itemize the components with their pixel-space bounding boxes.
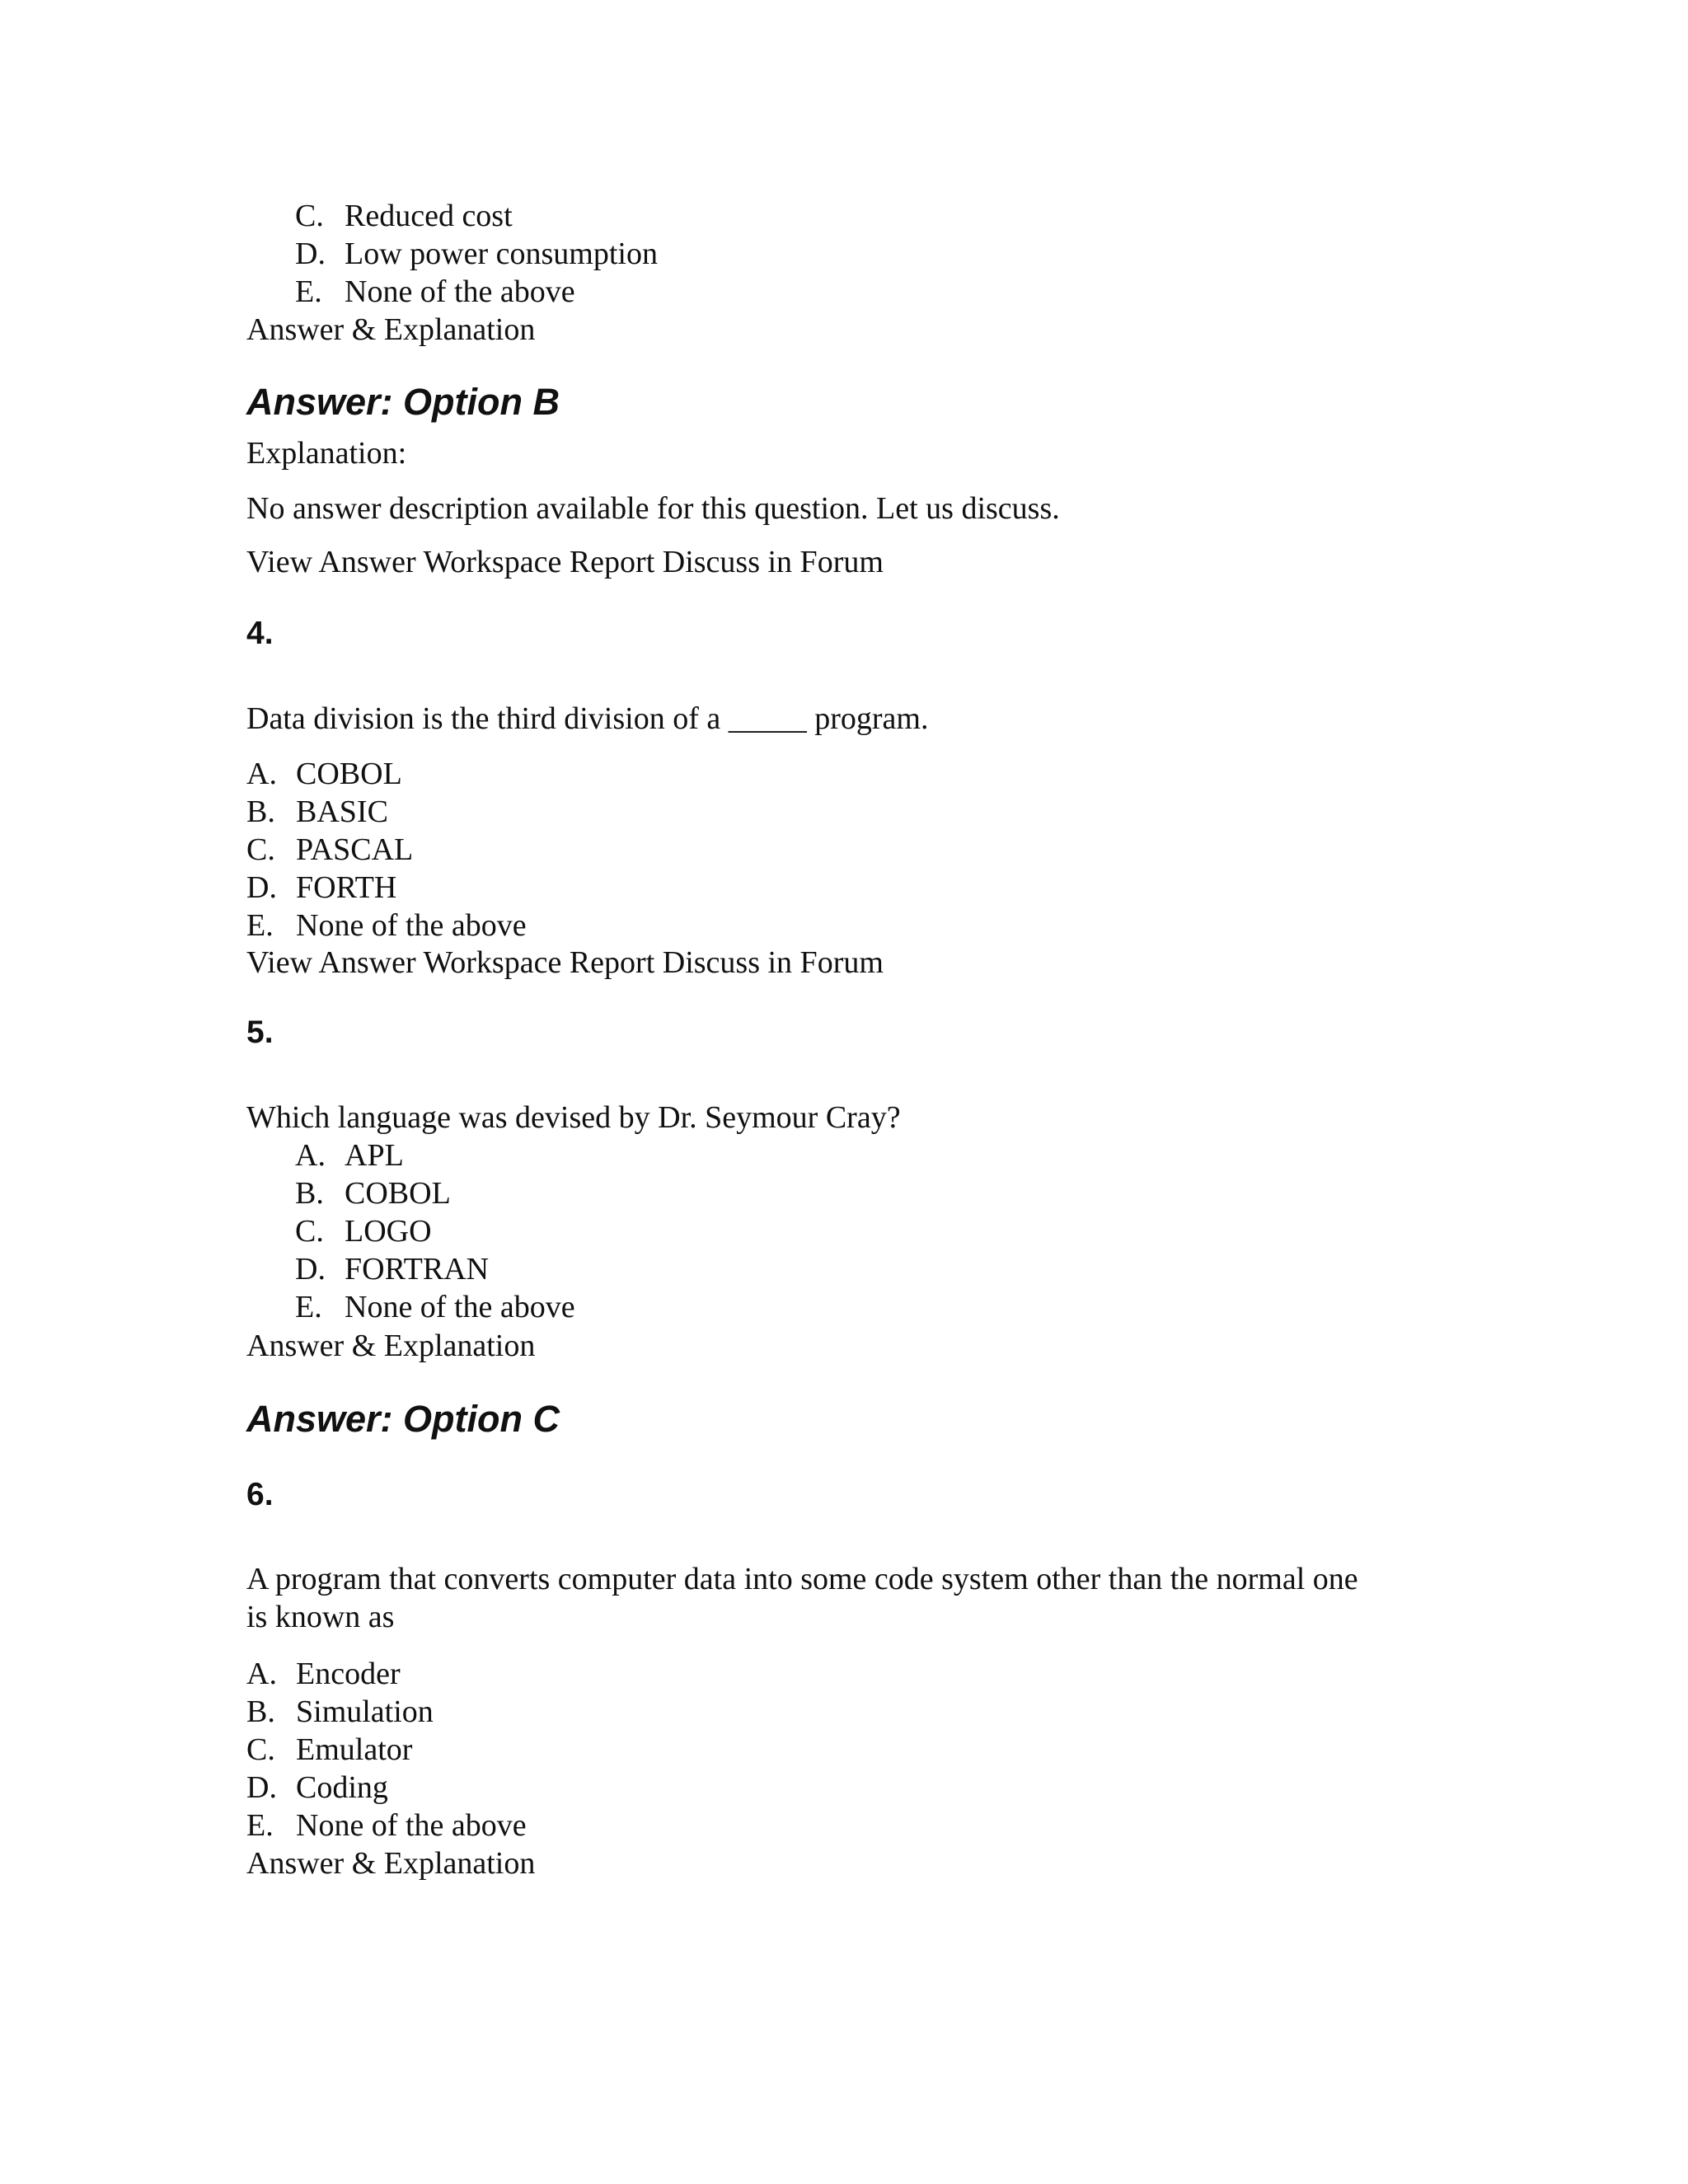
option-b[interactable]	[295, 1174, 575, 1212]
option-letter: E.	[295, 274, 322, 309]
option-letter: C.	[295, 1214, 324, 1249]
option-text: FORTH	[296, 870, 397, 905]
explanation-label: Explanation:	[246, 436, 407, 471]
option-letter: A.	[246, 757, 277, 791]
option-letter: E.	[246, 1808, 274, 1843]
answer-explanation-toggle[interactable]: Answer & Explanation	[246, 312, 536, 347]
option-letter: D.	[246, 1770, 277, 1805]
option-text: Emulator	[296, 1732, 413, 1767]
question-text: Data division is the third division of a _____ program.	[246, 701, 929, 736]
option-text: COBOL	[345, 1176, 451, 1211]
option-c[interactable]	[295, 197, 658, 235]
option-b[interactable]	[246, 1693, 527, 1731]
q6-options	[246, 1655, 527, 1844]
q3-options	[295, 197, 658, 311]
option-e[interactable]	[295, 1288, 575, 1326]
answer-heading: Answer: Option B	[246, 381, 560, 423]
question-number: 5.	[246, 1015, 274, 1050]
question-text: Which language was devised by Dr. Seymour Cray?	[246, 1100, 901, 1135]
option-letter: C.	[246, 1732, 275, 1767]
option-letter: E.	[246, 908, 274, 943]
option-letter: E.	[295, 1290, 322, 1324]
question-number: 6.	[246, 1477, 274, 1512]
option-e[interactable]	[246, 1807, 527, 1844]
option-letter: D.	[246, 870, 277, 905]
option-text: APL	[345, 1138, 404, 1173]
option-letter: A.	[246, 1657, 277, 1691]
option-a[interactable]	[246, 755, 527, 793]
option-text: None of the above	[296, 908, 527, 943]
discuss-link[interactable]: Discuss in Forum	[662, 945, 884, 980]
option-text: BASIC	[296, 794, 388, 829]
option-text: Low power consumption	[345, 237, 658, 271]
question-text	[246, 1560, 1358, 1636]
discuss-link[interactable]: Discuss in Forum	[662, 545, 884, 579]
workspace-link[interactable]: Workspace	[423, 545, 562, 579]
answer-explanation-toggle[interactable]: Answer & Explanation	[246, 1846, 536, 1881]
q4-options	[246, 755, 527, 944]
option-d[interactable]	[295, 235, 658, 273]
option-a[interactable]	[246, 1655, 527, 1693]
option-letter: B.	[295, 1176, 324, 1211]
option-c[interactable]	[295, 1212, 575, 1250]
option-b[interactable]	[246, 793, 527, 831]
option-letter: C.	[246, 832, 275, 867]
option-text: LOGO	[345, 1214, 432, 1249]
option-text: Coding	[296, 1770, 388, 1805]
action-links	[246, 543, 884, 581]
option-text: PASCAL	[296, 832, 414, 867]
option-text: Encoder	[296, 1657, 401, 1691]
option-c[interactable]	[246, 831, 527, 869]
action-links	[246, 944, 884, 982]
report-link[interactable]: Report	[569, 545, 655, 579]
question-number: 4.	[246, 616, 274, 651]
option-letter: C.	[295, 199, 324, 233]
option-letter: D.	[295, 237, 326, 271]
option-d[interactable]	[295, 1250, 575, 1288]
option-letter: B.	[246, 794, 275, 829]
option-text: FORTRAN	[345, 1252, 490, 1286]
option-e[interactable]	[246, 907, 527, 944]
option-text: COBOL	[296, 757, 402, 791]
option-d[interactable]	[246, 1769, 527, 1807]
option-text: None of the above	[345, 274, 575, 309]
answer-heading: Answer: Option C	[246, 1398, 560, 1440]
answer-explanation-toggle[interactable]: Answer & Explanation	[246, 1329, 536, 1363]
report-link[interactable]: Report	[569, 945, 655, 980]
question-text-line: A program that converts computer data into some code system other than the normal one	[246, 1562, 1358, 1596]
option-text: None of the above	[345, 1290, 575, 1324]
question-text-line: is known as	[246, 1600, 395, 1634]
view-answer-link[interactable]: View Answer	[246, 545, 416, 579]
option-a[interactable]	[295, 1137, 575, 1174]
workspace-link[interactable]: Workspace	[423, 945, 562, 980]
option-text: None of the above	[296, 1808, 527, 1843]
option-letter: A.	[295, 1138, 326, 1173]
option-letter: D.	[295, 1252, 326, 1286]
explanation-text: No answer description available for this question. Let us discuss.	[246, 491, 1060, 526]
view-answer-link[interactable]: View Answer	[246, 945, 416, 980]
option-letter: B.	[246, 1694, 275, 1729]
option-text: Reduced cost	[345, 199, 513, 233]
q5-options	[295, 1137, 575, 1326]
option-e[interactable]	[295, 273, 658, 311]
option-text: Simulation	[296, 1694, 434, 1729]
option-d[interactable]	[246, 869, 527, 907]
option-c[interactable]	[246, 1731, 527, 1769]
